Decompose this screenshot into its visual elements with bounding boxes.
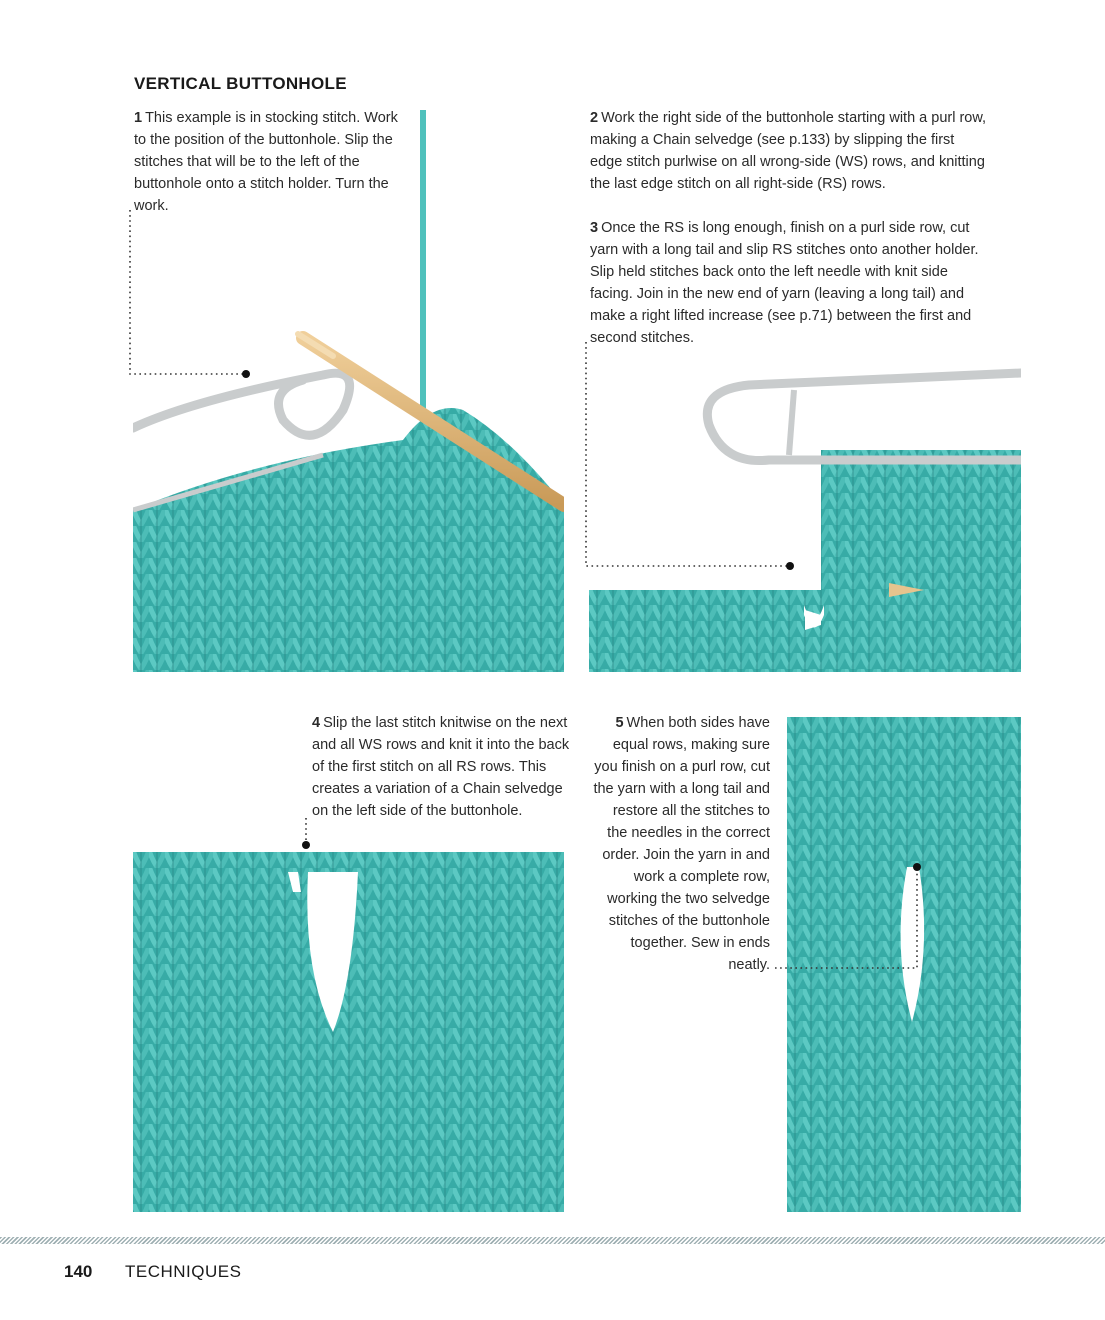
page-heading: VERTICAL BUTTONHOLE (134, 74, 347, 93)
step-3-number: 3 (590, 220, 599, 236)
step-5-text (590, 712, 770, 976)
page-number: 140 (64, 1262, 93, 1281)
knitting-photo-step2 (589, 365, 1021, 672)
step-2-body: Work the right side of the buttonhole starting with a purl row, making a Chain selvedge (see p.133) by slipping the first edge stitch purlwise on all wrong-side (WS) rows, and knitting the last edge stitch on all right-side (RS) rows. (590, 110, 987, 192)
step-4-body: Slip the last stitch knitwise on the next and all WS rows and knit it into the back of the first stitch on all RS rows. This creates a variation of a Chain selvedge on the left side of the buttonhole. (312, 715, 570, 819)
step-5-number: 5 (615, 715, 624, 731)
step-4-text (312, 712, 582, 822)
step-1-number: 1 (134, 110, 143, 126)
step-2-number: 2 (590, 110, 599, 126)
step-2-text (590, 107, 990, 195)
knitting-photo-step4 (133, 852, 564, 1212)
step-3-body: Once the RS is long enough, finish on a purl side row, cut yarn with a long tail and slip RS stitches onto another holder. Slip held stitches back onto the left needle with knit side facing. Join in the new end of yarn (leaving a long tail) and make a right lifted increase (see p.71) between the first and second stitches. (590, 220, 979, 346)
footer-rule (0, 1237, 1105, 1244)
step-5-body: When both sides have equal rows, making sure you finish on a purl row, cut the yarn with a long tail and restore all the stitches to the needles in the correct order. Join the yarn in and work a complete row, working the two selvedge stitches of the buttonhole together. Sew in ends neatly. (593, 715, 770, 973)
step-4-number: 4 (312, 715, 321, 731)
step-3-text (590, 217, 980, 349)
step-1-body: This example is in stocking stitch. Work to the position of the buttonhole. Slip the stitches that will be to the left of the buttonhole onto a stitch holder. Turn the work. (134, 110, 398, 214)
knitting-photo-step5 (787, 717, 1021, 1212)
section-name: TECHNIQUES (125, 1262, 242, 1281)
knitting-photo-step1 (133, 110, 564, 672)
